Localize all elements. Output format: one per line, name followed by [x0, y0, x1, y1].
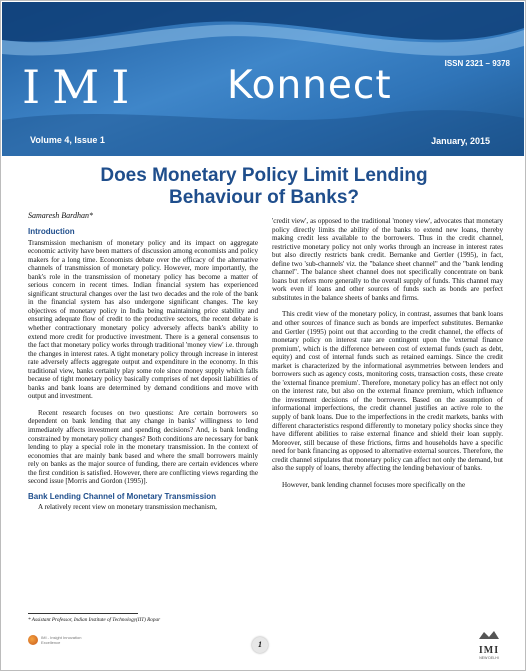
brand-konnect: Konnect	[227, 63, 392, 108]
title-line-1: Does Monetary Policy Limit Lending	[100, 165, 428, 186]
paragraph: Transmission mechanism of monetary policy and its impact on aggregate economic activity have been matters of discussion among economists and policy makers for a long time. Economists debate over the efficacy of the alternative channels of transmission of monetary policy. However, more importantly, the bank's role in the transmission of monetary policy has become a matter of serious concern in recent times. Indian financial system has experienced significant structural changes over the last two decades and the role of the bank in the financial system has also undergone significant changes. The key objectives of monetary policy in India being maintaining price stability and ensuring adequate flow of credit to the productive sectors, the recent debate is whether contractionary monetary policy adversely affects bank's ability to extend more credit for productive investment. There is a general consensus to the fact that monetary policy works through traditional 'money view' i.e. through the changes in interest rates. A tight monetary policy through increase in interest rate adversely affects aggregate output and expenditure in the economy. In this traditional view, banks certainly play some role since money supply which falls because of tight monetary policy basically comprises of net deposit liabilities of banks and bank loans are determined by demand conditions and move with output and investment.	[28, 238, 258, 401]
paragraph: 'credit view', as opposed to the traditional 'money view', advocates that monetary policy directly limits the ability of the banks to extend new loans, thereby making credit less available to the borrowers. Thus in the credit channel, restrictive monetary policy not only works through an increase in interest rates but also directly restricts bank credit. Bernanke and Gertler (1995), in fact, define two 'sub-channels' viz. the "balance sheet channel" and the "bank lending channel". The balance sheet channel does not specifically concentrate on bank loans but refers more generally to the overall supply of funds. This channel may work even if loans and other sources of funds such as bonds are perfect substitutes in the balance sheets of banks and firms.	[272, 217, 503, 302]
logo-mark-icon	[28, 635, 38, 645]
issn-number: ISSN 2321 – 9378	[444, 59, 510, 68]
masthead-banner	[2, 2, 524, 156]
imi-footer-logo-right	[471, 627, 507, 660]
volume-issue: Volume 4, Issue 1	[30, 135, 105, 145]
brand-imi: IMI	[22, 60, 142, 114]
section-heading: Bank Lending Channel of Monetary Transmission	[28, 491, 217, 501]
imi-logo-subtext: NEW DELHI	[479, 656, 499, 660]
left-column	[28, 228, 258, 512]
article-title	[21, 165, 507, 209]
logo-caption-line-1: IMI - Insight Innovation	[41, 635, 82, 640]
title-line-2: Behaviour of Banks?	[168, 187, 360, 208]
issue-date: January, 2015	[431, 136, 490, 146]
right-column	[272, 217, 503, 489]
paragraph: This credit view of the monetary policy, in contrast, assumes that bank loans and other sources of finance such as bonds are imperfect substitutes. Bernanke and Gertler (1995) point out that according to the credit channel, the effects of monetary policy on interest rate are contingent upon the 'external finance premium', which is the difference between cost of external funds (such as debt, equity) and cost of internal funds such as retained earnings. Since the credit market is characterized by the informational asymmetries between lenders and borrowers such as agency costs, monitoring costs, transaction costs, these create the 'external finance premium'. Therefore, monetary policy has an effect not only on the interest rate, but also on the external finance premium, which influence the investment decisions of the borrowers. Based on the assumption of informational imperfections, the credit channel justifies an active role to the supply of bank loans. Due to the imperfections in the credit markets, banks with different characteristics respond differently to monetary policy shocks since they have different abilities to raise external finance and shield their loan supply. Moreover, still because of these frictions, firms and households have a specific need for bank financing as opposed to alternative external sources. Therefore, the credit channel stipulates that monetary policy can affect not only the demand, but also the supply of loans, thereby affecting the lending behaviour of banks.	[272, 310, 503, 473]
page-number: 1	[252, 637, 268, 653]
imi-footer-logo-left	[28, 635, 81, 645]
paragraph: A relatively recent view on monetary transmission mechanism,	[38, 503, 217, 512]
logo-caption-line-2: Excellence	[41, 640, 61, 645]
footnote-divider	[28, 613, 138, 614]
imi-logo-text: IMI	[478, 645, 500, 656]
paragraph: Recent research focuses on two questions: Are certain borrowers so dependent on bank lending that any change in banks' willingness to lend immediately affects investment and spending decisions? And, is bank lending constrained by monetary policy changes? Both conditions are necessary for bank lending to play a special role in the monetary transmission. In the context of economies that are mainly bank based and where the small borrowers mainly rely on banks as the major source of funding, there are certain evidences where the first condition is satisfied. However, there are conflicting views regarding the second issue [Morris and Gordon (1995)].	[28, 408, 258, 486]
author-name: Samaresh Bardhan*	[28, 211, 93, 220]
imi-emblem-icon	[478, 630, 500, 640]
paragraph: However, bank lending channel focuses more specifically on the	[282, 480, 466, 489]
intro-heading: Introduction	[28, 227, 75, 236]
footnote: * Assistant Professor, Indian Institute of Technology(IIT) Ropar	[28, 617, 161, 623]
logo-caption	[41, 635, 81, 645]
